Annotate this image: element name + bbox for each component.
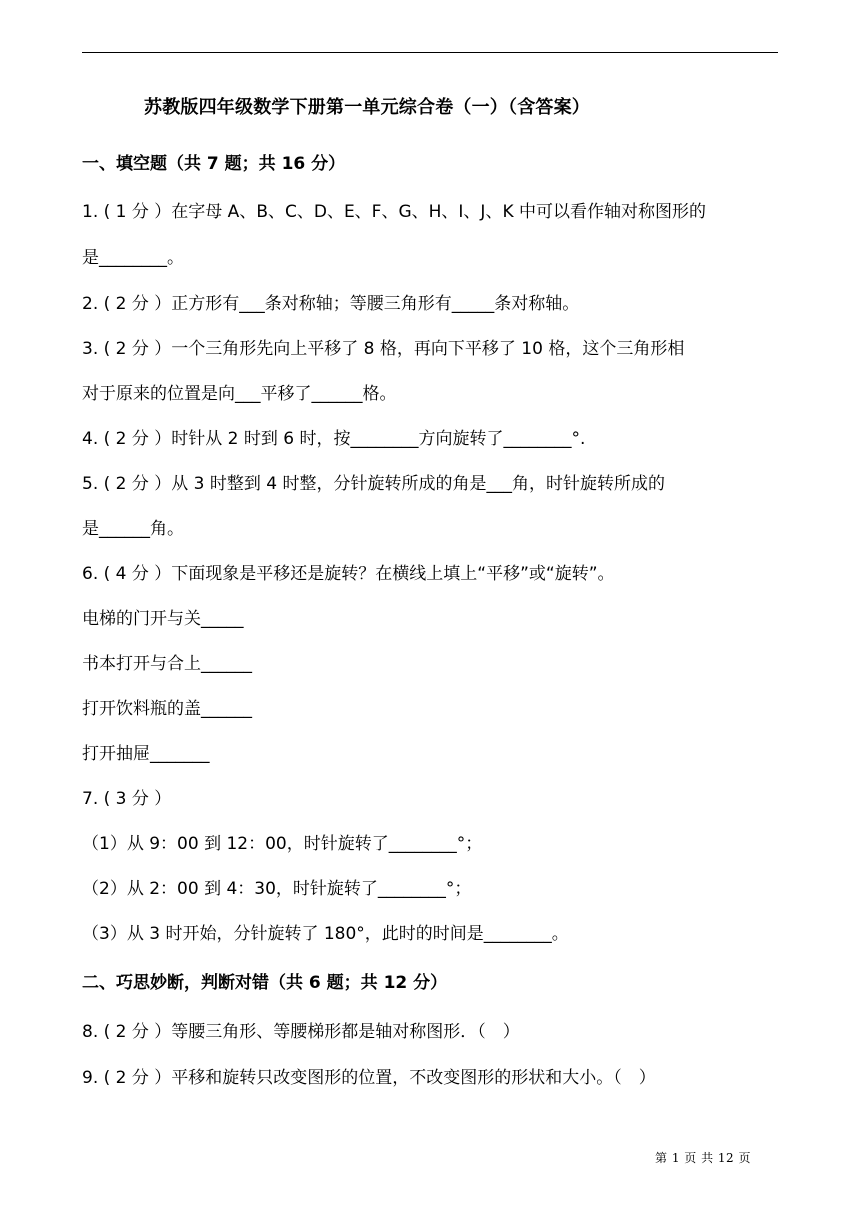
question-1-line-2: 是________。 bbox=[82, 248, 184, 268]
question-3-line-1: 3. ( 2 分 ）一个三角形先向上平移了 8 格，再向下平移了 10 格，这个三角形相 bbox=[82, 339, 685, 359]
section-heading-true-false: 二、巧思妙断，判断对错（共 6 题；共 12 分） bbox=[82, 973, 448, 993]
question-7-part-2: （2）从 2：00 到 4：30，时针旋转了________°； bbox=[82, 879, 472, 899]
question-8: 8. ( 2 分 ）等腰三角形、等腰梯形都是轴对称图形．（ ） bbox=[82, 1022, 520, 1042]
question-7-part-3: （3）从 3 时开始，分针旋转了 180°，此时的时间是________。 bbox=[82, 924, 569, 944]
question-3-line-2: 对于原来的位置是向___平移了______格。 bbox=[82, 384, 397, 404]
question-5-line-2: 是______角。 bbox=[82, 519, 184, 539]
header-rule bbox=[82, 52, 778, 53]
question-7-part-1: （1）从 9：00 到 12：00，时针旋转了________°； bbox=[82, 834, 483, 854]
question-6-item-4: 打开抽屉_______ bbox=[82, 744, 210, 764]
page-number-footer: 第 1 页 共 12 页 bbox=[655, 1151, 751, 1165]
question-4: 4. ( 2 分 ）时针从 2 时到 6 时，按________方向旋转了________°. bbox=[82, 429, 586, 449]
question-6: 6. ( 4 分 ）下面现象是平移还是旋转？在横线上填上“平移”或“旋转”。 bbox=[82, 564, 615, 584]
section-heading-fill-in: 一、填空题（共 7 题；共 16 分） bbox=[82, 154, 346, 174]
question-1-line-1: 1. ( 1 分 ）在字母 A、B、C、D、E、F、G、H、I、J、K 中可以看作轴对称图形的 bbox=[82, 202, 706, 222]
document-title: 苏教版四年级数学下册第一单元综合卷（一）（含答案） bbox=[144, 97, 590, 118]
question-6-item-3: 打开饮料瓶的盖______ bbox=[82, 699, 252, 719]
question-6-item-1: 电梯的门开与关_____ bbox=[82, 609, 244, 629]
question-9: 9. ( 2 分 ）平移和旋转只改变图形的位置，不改变图形的形状和大小。（ ） bbox=[82, 1068, 656, 1088]
question-6-item-2: 书本打开与合上______ bbox=[82, 654, 252, 674]
question-7: 7. ( 3 分 ） bbox=[82, 789, 172, 809]
question-5-line-1: 5. ( 2 分 ）从 3 时整到 4 时整，分针旋转所成的角是___角，时针旋转所成的 bbox=[82, 474, 666, 494]
question-2: 2. ( 2 分 ）正方形有___条对称轴；等腰三角形有_____条对称轴。 bbox=[82, 294, 580, 314]
